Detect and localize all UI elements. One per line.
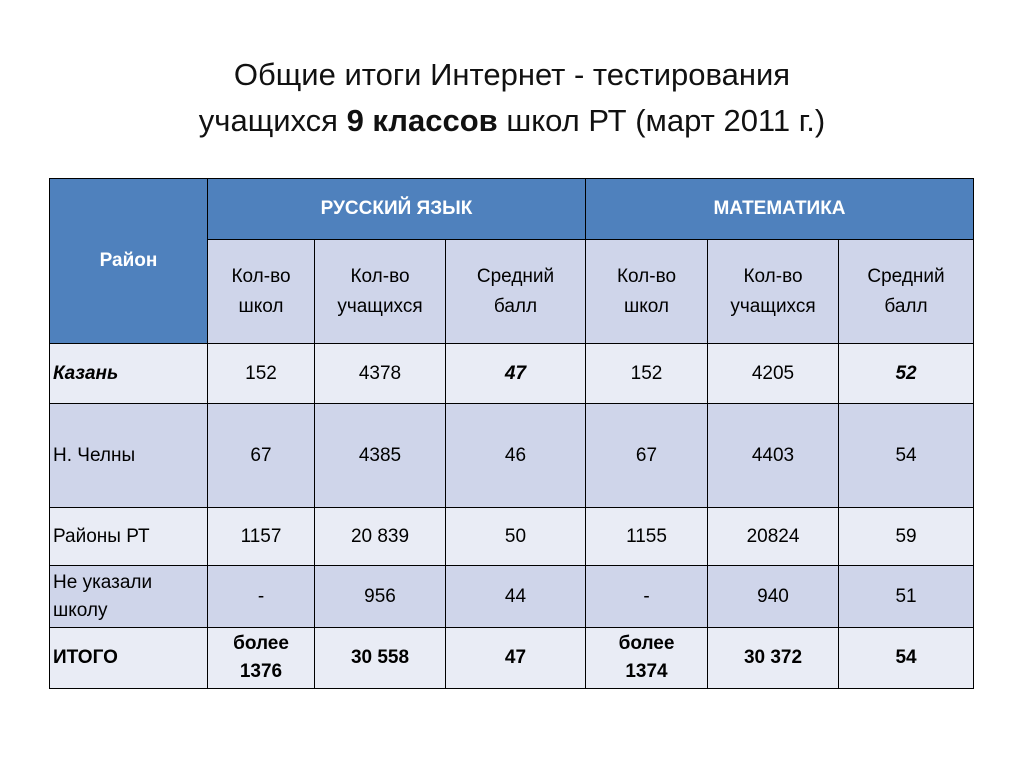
total-line: 1374 [625,661,668,682]
sub-header-ru-schools [208,240,315,344]
cell-ru-score: 47 [446,344,586,404]
cell-ru-students: 4385 [315,404,446,508]
cell-ru-schools: 1157 [208,508,315,566]
title-line-2-start: учащихся [198,103,347,138]
title-line-2-end: школ РТ (март 2011 г.) [497,103,826,138]
title-line-1: Общие итоги Интернет - тестирования [233,57,791,92]
sub-header-line: учащихся [337,295,423,317]
russian-group-header: РУССКИЙ ЯЗЫК [208,179,586,240]
row-name: Районы РТ [50,508,208,566]
sub-header-line: Кол-во [616,265,677,287]
sub-header-line: Кол-во [743,265,803,287]
cell-ru-schools: - [208,566,315,628]
sub-header-line: Кол-во [231,265,291,287]
cell-ru-score: 47 [446,628,586,689]
table-row-no-school [50,566,974,628]
row-name: ИТОГО [50,628,208,689]
title-line-2-bold: 9 классов [346,103,498,138]
row-name: Казань [50,344,208,404]
cell-ru-schools [208,628,315,689]
table-header-row-1 [50,179,974,240]
cell-math-score: 59 [839,508,974,566]
sub-header-line: Средний [476,265,555,287]
sub-header-ru-score [446,240,586,344]
sub-header-math-schools [586,240,708,344]
table-row-kazan [50,344,974,404]
table-row-districts [50,508,974,566]
cell-math-score: 51 [839,566,974,628]
sub-header-line: школ [623,295,669,317]
cell-math-schools: 67 [586,404,708,508]
sub-header-math-score [839,240,974,344]
cell-math-score: 54 [839,628,974,689]
cell-ru-students: 4378 [315,344,446,404]
total-line: 1376 [239,661,283,682]
cell-math-students: 20824 [708,508,839,566]
cell-ru-score: 44 [446,566,586,628]
table-row-total [50,628,974,689]
cell-math-students: 30 372 [708,628,839,689]
cell-ru-students: 20 839 [315,508,446,566]
page-title [0,52,1024,144]
cell-ru-score: 50 [446,508,586,566]
cell-math-score: 54 [839,404,974,508]
math-group-header: МАТЕМАТИКА [586,179,974,240]
cell-math-schools: 1155 [586,508,708,566]
cell-ru-schools: 67 [208,404,315,508]
table-row-chelny [50,404,974,508]
cell-math-schools: - [586,566,708,628]
sub-header-line: учащихся [730,295,816,317]
cell-math-students: 940 [708,566,839,628]
cell-math-schools [586,628,708,689]
cell-math-schools: 152 [586,344,708,404]
sub-header-line: Кол-во [350,265,410,287]
row-name: Не указали школу [50,566,208,628]
row-name: Н. Челны [50,404,208,508]
sub-header-line: балл [884,295,928,317]
cell-ru-students: 30 558 [315,628,446,689]
sub-header-ru-students [315,240,446,344]
cell-math-students: 4205 [708,344,839,404]
title-line-2 [0,98,1024,144]
sub-header-math-students [708,240,839,344]
cell-ru-score: 46 [446,404,586,508]
cell-math-score: 52 [839,344,974,404]
results-table-container [49,178,973,689]
cell-ru-students: 956 [315,566,446,628]
sub-header-line: балл [493,295,538,317]
total-line: более [618,633,675,654]
results-table [49,178,974,689]
district-header: Район [50,179,208,344]
cell-math-students: 4403 [708,404,839,508]
total-line: более [233,633,289,654]
sub-header-line: Средний [867,265,945,287]
cell-ru-schools: 152 [208,344,315,404]
sub-header-line: школ [238,295,284,317]
